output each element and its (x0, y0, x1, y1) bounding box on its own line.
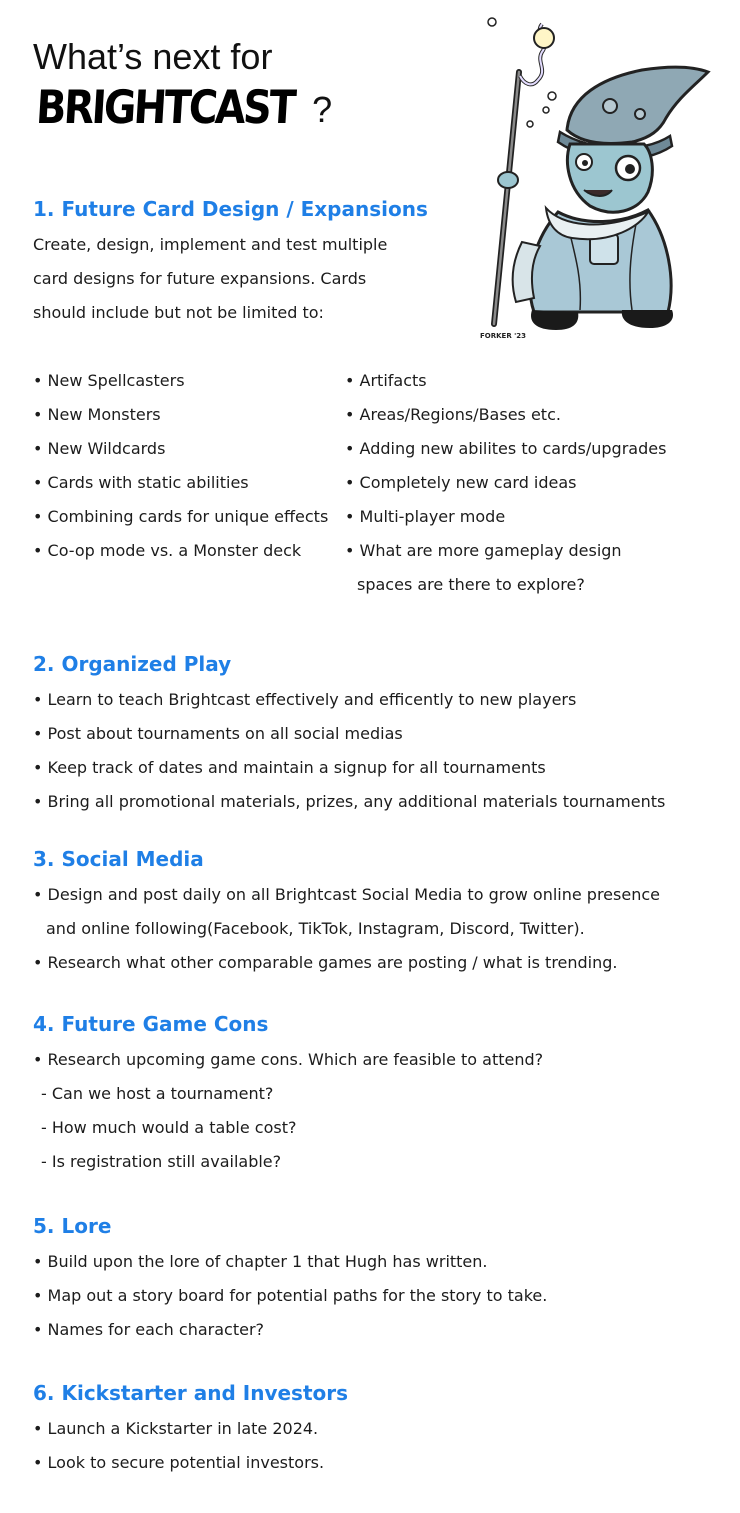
list-item: • New Wildcards (33, 439, 166, 458)
list-item: • Names for each character? (33, 1320, 265, 1339)
intro-line: Create, design, implement and test multiple (33, 235, 388, 254)
section-heading-game-cons: 4. Future Game Cons (33, 1012, 269, 1036)
list-item: • Areas/Regions/Bases etc. (345, 405, 561, 424)
sub-list-item: - How much would a table cost? (41, 1118, 297, 1137)
list-item: • Design and post daily on all Brightcast Social Media to grow online presence (33, 885, 660, 904)
list-item: • Completely new card ideas (345, 473, 577, 492)
list-item: • Map out a story board for potential paths for the story to take. (33, 1286, 548, 1305)
list-item: • Research what other comparable games are posting / what is trending. (33, 953, 618, 972)
svg-text:FORKER '23: FORKER '23 (480, 332, 527, 340)
list-item: • Bring all promotional materials, prizes, any additional materials tournaments (33, 792, 666, 811)
list-item: • Build upon the lore of chapter 1 that Hugh has written. (33, 1252, 488, 1271)
list-item: • Cards with static abilities (33, 473, 249, 492)
list-item: • Combining cards for unique effects (33, 507, 329, 526)
section-heading-kickstarter: 6. Kickstarter and Investors (33, 1381, 349, 1405)
list-item: • Multi-player mode (345, 507, 506, 526)
list-item: • Artifacts (345, 371, 427, 390)
brand-title (34, 80, 333, 134)
page-title: What’s next for (33, 36, 273, 77)
list-item: • New Monsters (33, 405, 161, 424)
section-heading-organized-play: 2. Organized Play (33, 652, 232, 676)
fish-wizard-illustration (472, 12, 714, 342)
sub-list-item: - Can we host a tournament? (41, 1084, 274, 1103)
section-heading-lore: 5. Lore (33, 1214, 112, 1238)
intro-line: should include but not be limited to: (33, 303, 324, 322)
list-item: • Research upcoming game cons. Which are feasible to attend? (33, 1050, 544, 1069)
brand-wordmark: BRIGHTCAST (34, 80, 296, 134)
list-item: • Co-op mode vs. a Monster deck (33, 541, 302, 560)
intro-line: card designs for future expansions. Cards (33, 269, 367, 288)
list-item-continuation: spaces are there to explore? (357, 575, 585, 594)
list-item: • Post about tournaments on all social medias (33, 724, 403, 743)
list-item-continuation: and online following(Facebook, TikTok, Instagram, Discord, Twitter). (46, 919, 585, 938)
list-item: • New Spellcasters (33, 371, 185, 390)
title-question-mark: ? (312, 89, 333, 130)
list-item: • Learn to teach Brightcast effectively and efficently to new players (33, 690, 577, 709)
list-item: • Adding new abilites to cards/upgrades (345, 439, 667, 458)
list-item: • Keep track of dates and maintain a signup for all tournaments (33, 758, 546, 777)
list-item: • Look to secure potential investors. (33, 1453, 325, 1472)
section-heading-social-media: 3. Social Media (33, 847, 204, 871)
list-item: • What are more gameplay design (345, 541, 622, 560)
list-item: • Launch a Kickstarter in late 2024. (33, 1419, 319, 1438)
sub-list-item: - Is registration still available? (41, 1152, 282, 1171)
section-heading-card-design: 1. Future Card Design / Expansions (33, 197, 428, 221)
